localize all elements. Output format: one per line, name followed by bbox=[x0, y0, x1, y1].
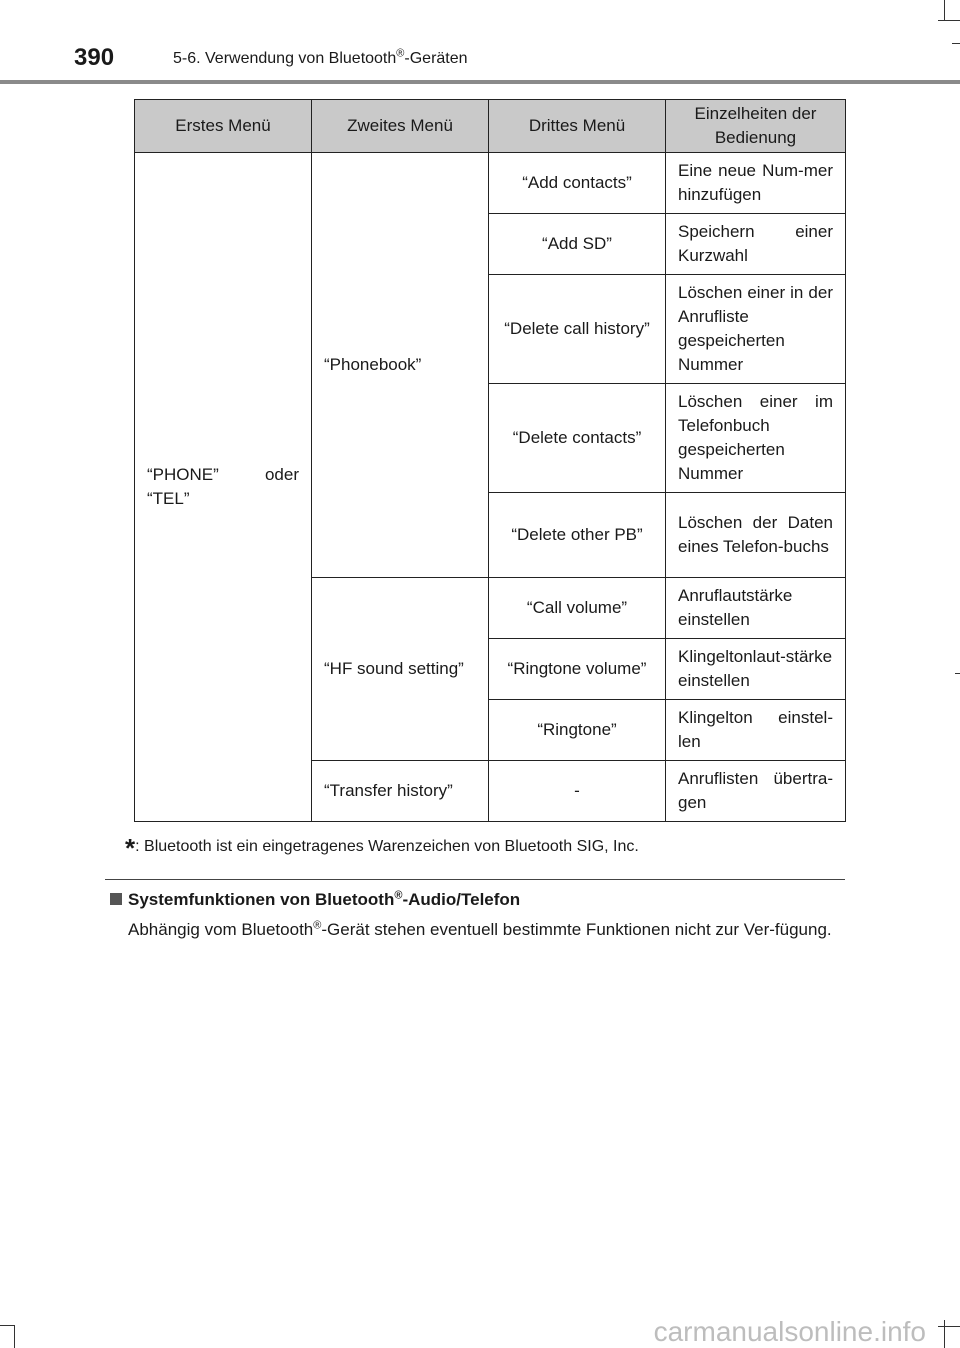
detail-cell: Anruflautstärke einstellen bbox=[666, 578, 846, 639]
footnote-star: * bbox=[125, 833, 136, 863]
menu-table bbox=[134, 99, 845, 822]
footnote-text: : Bluetooth ist ein eingetragenes Warenzeichen von Bluetooth SIG, Inc. bbox=[135, 838, 639, 855]
column-header: Erstes Menü bbox=[135, 100, 312, 153]
footnote bbox=[125, 833, 639, 864]
crop-mark bbox=[938, 20, 960, 21]
table-row bbox=[135, 153, 846, 214]
crop-mark bbox=[944, 1320, 945, 1348]
detail-cell: Löschen einer in der Anrufliste gespeicherten Nummer bbox=[666, 275, 846, 384]
third-menu-cell: “Ringtone volume” bbox=[489, 639, 666, 700]
third-menu-cell: “Call volume” bbox=[489, 578, 666, 639]
detail-cell: Eine neue Num-mer hinzufügen bbox=[666, 153, 846, 214]
detail-cell: Klingeltonlaut-stärke einstellen bbox=[666, 639, 846, 700]
detail-cell: Anruflisten übertra-gen bbox=[666, 761, 846, 822]
second-menu-cell: “Transfer history” bbox=[312, 761, 489, 822]
third-menu-cell: “Delete other PB” bbox=[489, 493, 666, 578]
page-number: 390 bbox=[74, 44, 115, 71]
second-menu-cell: “Phonebook” bbox=[312, 153, 489, 578]
crop-mark bbox=[14, 1325, 15, 1348]
column-header: Einzelheiten der Bedienung bbox=[666, 100, 846, 153]
section-title: 5-6. Verwendung von Bluetooth®-Geräten bbox=[173, 47, 468, 67]
crop-mark bbox=[944, 0, 945, 20]
crop-mark bbox=[955, 673, 960, 674]
third-menu-cell: “Delete contacts” bbox=[489, 384, 666, 493]
table-header-row bbox=[135, 100, 846, 153]
section-heading: Systemfunktionen von Bluetooth®-Audio/Telefon bbox=[110, 890, 520, 910]
detail-cell: Löschen einer im Telefonbuch gespeicherten Nummer bbox=[666, 384, 846, 493]
column-header: Zweites Menü bbox=[312, 100, 489, 153]
third-menu-cell: “Delete call history” bbox=[489, 275, 666, 384]
detail-cell: Speichern einer Kurzwahl bbox=[666, 214, 846, 275]
section-body: Abhängig vom Bluetooth®-Gerät stehen eventuell bestimmte Funktionen nicht zur Ver-fügung. bbox=[128, 919, 832, 939]
watermark-text: carmanualsonline.info bbox=[653, 1316, 926, 1347]
bullet-square-icon bbox=[110, 893, 122, 905]
crop-mark bbox=[938, 1326, 960, 1327]
third-menu-cell: “Add SD” bbox=[489, 214, 666, 275]
third-menu-cell: “Add contacts” bbox=[489, 153, 666, 214]
crop-mark bbox=[952, 43, 960, 44]
detail-cell: Löschen der Daten eines Telefon-buchs bbox=[666, 493, 846, 578]
second-menu-cell: “HF sound setting” bbox=[312, 578, 489, 761]
third-menu-cell: “Ringtone” bbox=[489, 700, 666, 761]
section-divider bbox=[105, 879, 845, 880]
detail-cell: Klingelton einstel-len bbox=[666, 700, 846, 761]
column-header: Drittes Menü bbox=[489, 100, 666, 153]
crop-mark bbox=[0, 1325, 14, 1326]
third-menu-cell: - bbox=[489, 761, 666, 822]
first-menu-cell: “PHONE” oder “TEL” bbox=[135, 153, 312, 822]
header-rule bbox=[0, 80, 960, 84]
